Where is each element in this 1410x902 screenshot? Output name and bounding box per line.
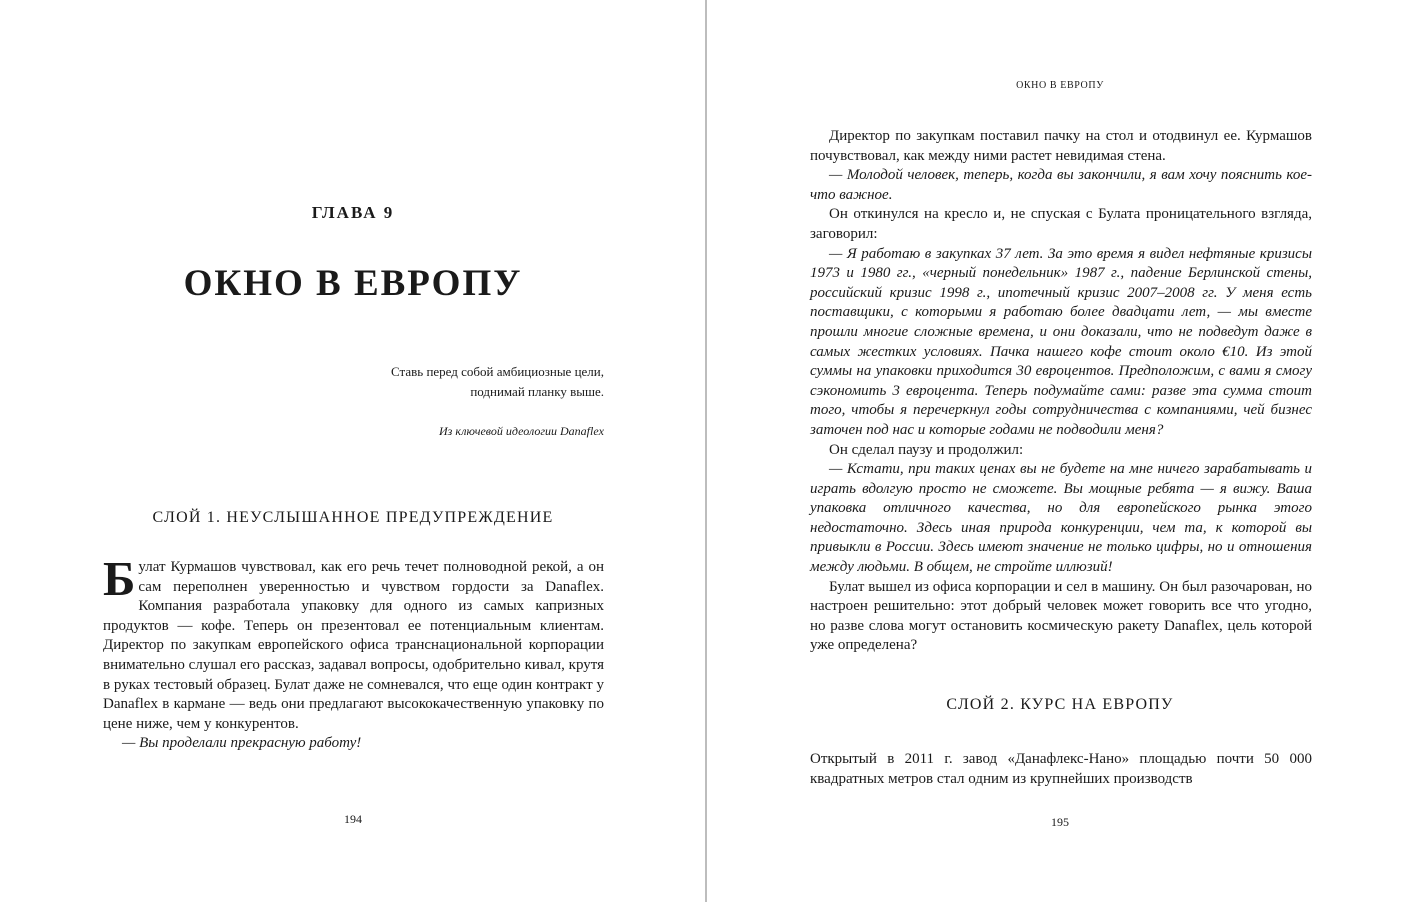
paragraph: Открытый в 2011 г. завод «Данафлекс-Нано» площадью почти 50 000 квадратных метров стал одним из крупнейших производств bbox=[810, 751, 1312, 787]
body-text bbox=[810, 735, 1312, 804]
right-page bbox=[707, 0, 1410, 902]
body-text bbox=[103, 551, 604, 754]
page-number: 195 bbox=[1051, 815, 1069, 829]
dialog-line: — Я работаю в закупках 37 лет. За это время я видел нефтяные кризисы 1973 и 1980 гг., «черный понедельник» 1987 г., падение Берлинской стены, российский кризис 1998 г., ипотечный кризис 2007–2008 гг. У меня есть поставщики, с которыми я работаю более двадцати лет, — мы вместе прошли многие сложные времена, и они доказали, что не подведут даже в самых жестких условиях. Пачка нашего кофе стоит около €10. Из этой суммы на упаковки приходится 30 евроцентов. Предположим, с вами я смогу сэкономить 3 евроцента. Теперь подумайте сами: разве эта сумма стоит того, чтобы я перечеркнул годы сотрудничества с компаниями, чей бизнес заточен под нас и которые годами не подводили меня? bbox=[810, 245, 1312, 438]
page-number: 194 bbox=[344, 812, 362, 826]
paragraph: Булат вышел из офиса корпорации и сел в машину. Он был разочарован, но настроен решительно: этот добрый человек может говорить все что угодно, но разве слова могут остановить космическую ракету Danaflex, цель которой уже определена? bbox=[810, 578, 1312, 654]
paragraph: Директор по закупкам поставил пачку на стол и отодвинул ее. Курмашов почувствовал, как между ними растет невидимая стена. bbox=[810, 128, 1312, 164]
chapter-label: ГЛАВА 9 bbox=[311, 203, 395, 222]
drop-cap: Б bbox=[103, 551, 136, 606]
epigraph-source: Из ключевой идеологии Danaflex bbox=[439, 424, 604, 438]
paragraph-text: улат Курмашов чувствовал, как его речь течет полноводной рекой, а он сам переполнен уверенностью и чувством гордости за Danaflex. Компания разработала упаковку для одного из самых капризных продуктов — кофе. Теперь он презентовал ее потенциальным клиентам. Директор по закупкам европейского офиса транснациональной корпорации внимательно слушал его рассказ, задавал вопросы, одобрительно кивал, крутя в руках тестовый образец. Булат даже не сомневался, что еще один контракт у Danaflex в кармане — ведь они предлагают высококачественную упаковку по цене ниже, чем у конкурентов. bbox=[103, 559, 604, 732]
paragraph: Он сделал паузу и продолжил: bbox=[829, 441, 1024, 458]
paragraph: Он откинулся на кресло и, не спуская с Булата проницательного взгляда, заговорил: bbox=[810, 206, 1312, 242]
epigraph-line: поднимай планку выше. bbox=[470, 384, 604, 399]
dialog-line: — Кстати, при таких ценах вы не будете на мне ничего зарабатывать и играть вдолгую просто не сможете. Вы мощные ребята — я вижу. Ваша упаковка отличного качества, но для европейского рынка этого недостаточно. Здесь иная природа конкуренции, чем та, к которой вы привыкли в России. Здесь имеют значение не только цифры, но и отношения между людьми. В общем, не стройте иллюзий! bbox=[810, 461, 1312, 576]
section-heading: СЛОЙ 1. НЕУСЛЫШАННОЕ ПРЕДУПРЕЖДЕНИЕ bbox=[152, 509, 554, 526]
dialog-line: — Молодой человек, теперь, когда вы закончили, я вам хочу пояснить кое-что важное. bbox=[810, 167, 1312, 203]
epigraph-line: Ставь перед собой амбициозные цели, bbox=[391, 364, 604, 379]
paragraph bbox=[103, 551, 604, 734]
epigraph bbox=[300, 362, 604, 402]
chapter-title: ОКНО В ЕВРОПУ bbox=[183, 263, 523, 304]
dialog-line: — Вы проделали прекрасную работу! bbox=[122, 735, 362, 752]
section-heading: СЛОЙ 2. КУРС НА ЕВРОПУ bbox=[946, 696, 1174, 713]
body-text bbox=[810, 127, 1312, 656]
running-head: ОКНО В ЕВРОПУ bbox=[1016, 80, 1104, 91]
